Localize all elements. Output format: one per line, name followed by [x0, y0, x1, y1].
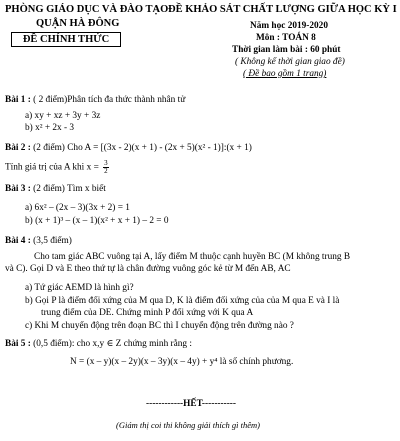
district-title: QUẬN HÀ ĐÔNG [36, 18, 120, 29]
question-4a: a) Tứ giác AEMD là hình gì? [25, 283, 134, 293]
question-4 [5, 236, 72, 247]
question-4c: c) Khi M chuyển động trên đoạn BC thì I chuyển động trên đường nào ? [25, 321, 294, 331]
time-limit: Thời gian làm bài : 60 phút [232, 45, 341, 55]
question-1-label: Bài 1 : [5, 95, 31, 105]
question-5 [5, 339, 192, 350]
fraction [103, 160, 109, 175]
question-4-label: Bài 4 : [5, 236, 31, 246]
question-2 [5, 143, 252, 154]
proctor-note: (Giám thị coi thi không giải thích gì thêm) [116, 420, 261, 430]
end-marker: ------------HẾT----------- [146, 399, 236, 409]
subject: Môn : TOÁN 8 [256, 33, 316, 43]
official-label: ĐỀ CHÍNH THỨC [22, 34, 110, 45]
page-count-note: ( Đề bao gồm 1 trang) [243, 69, 327, 79]
exam-title: ĐỀ KHẢO SÁT CHẤT LƯỢNG GIỮA HỌC KỲ I [168, 4, 397, 15]
fraction-numerator: 3 [104, 159, 108, 167]
question-3a: a) 6x² – (2x – 3)(3x + 2) = 1 [25, 203, 130, 213]
department-title: PHÒNG GIÁO DỤC VÀ ĐÀO TẠO [5, 4, 169, 15]
fraction-denominator: 2 [104, 167, 108, 175]
question-5-text: (0,5 điểm): cho x,y ∈ Z chứng minh rằng : [30, 339, 192, 349]
question-3-text: (2 điểm) Tìm x biết [30, 184, 106, 194]
question-4-text: (3,5 điểm) [30, 236, 72, 246]
question-2-text: (2 điểm) Cho A = [(3x - 2)(x + 1) - (2x + 5)(x² - 1)]:(x + 1) [30, 143, 252, 153]
question-2-calc [5, 160, 109, 175]
question-3 [5, 184, 106, 195]
question-4b-line-2: trung điểm của DE. Chứng minh P đối xứng với K qua A [41, 308, 254, 318]
question-3-label: Bài 3 : [5, 184, 31, 194]
question-2-calc-text: Tính giá trị của A khi x = [5, 162, 99, 173]
question-2-label: Bài 2 : [5, 143, 31, 153]
school-year: Năm học 2019-2020 [250, 21, 328, 31]
question-5-formula: N = (x – y)(x – 2y)(x – 3y)(x – 4y) + y⁴ là số chính phương. [70, 357, 294, 367]
question-1 [5, 95, 185, 106]
question-1-text: ( 2 điểm)Phân tích đa thức thành nhân tử [30, 95, 186, 105]
question-4-paragraph-1: Cho tam giác ABC vuông tại A, lấy điểm M thuộc cạnh huyền BC (M không trung B [34, 252, 351, 262]
question-3b: b) (x + 1)³ – (x – 1)(x² + x + 1) – 2 = 0 [25, 216, 169, 226]
question-5-label: Bài 5 : [5, 339, 31, 349]
official-badge [11, 32, 121, 47]
question-4b-line-1: b) Gọi P là điểm đối xứng của M qua D, K là điểm đối xứng của của M qua E và I là [25, 296, 340, 306]
question-1a: a) xy + xz + 3y + 3z [25, 111, 101, 121]
time-note: ( Không kể thời gian giao đề) [235, 57, 345, 67]
question-1b: b) x² + 2x - 3 [25, 123, 75, 133]
question-4-paragraph-2: và C). Gọi D và E theo thứ tự là chân đường vuông góc kẻ từ M đến AB, AC [5, 264, 291, 274]
